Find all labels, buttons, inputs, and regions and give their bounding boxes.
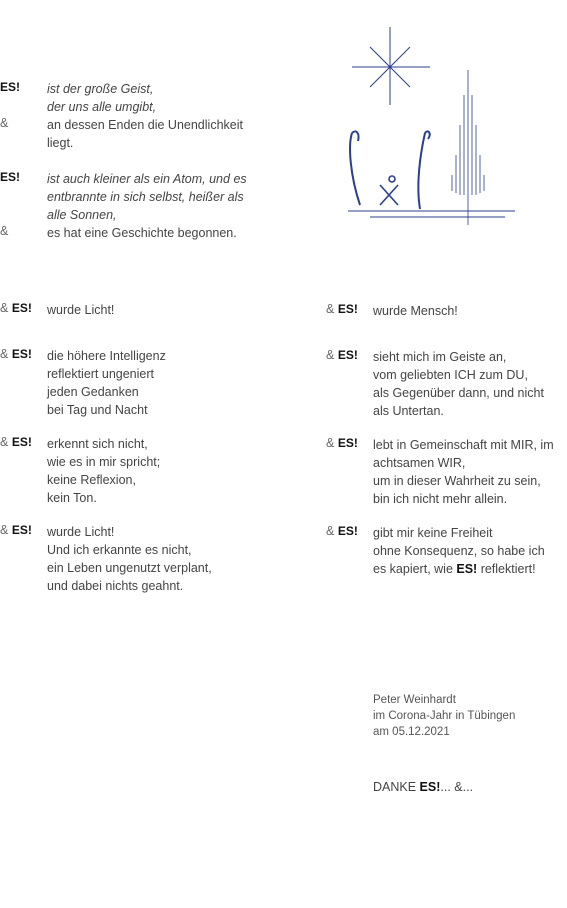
verse-line: vom geliebten ICH zum DU,	[373, 368, 528, 382]
es-marker: ES!	[419, 780, 441, 794]
signature	[373, 692, 515, 740]
verse-stanza	[326, 348, 567, 420]
verse-line: sieht mich im Geiste an,	[373, 350, 507, 364]
verse-line: ohne Konsequenz, so habe ich	[373, 544, 545, 558]
intro-stanza	[0, 116, 280, 152]
es-marker: ES!	[337, 436, 358, 450]
es-marker: ES!	[11, 523, 32, 537]
verse-line: erkennt sich nicht,	[47, 437, 148, 451]
verse-stanza	[0, 347, 300, 419]
verse-line: es hat eine Geschichte begonnen.	[47, 226, 237, 240]
star-icon	[352, 27, 430, 105]
verse-line: als Gegenüber dann, und nicht	[373, 386, 544, 400]
verse-line: alle Sonnen,	[47, 208, 117, 222]
verse-line: bei Tag und Nacht	[47, 403, 148, 417]
verse-line: als Untertan.	[373, 404, 444, 418]
verse-line: wie es in mir spricht;	[47, 455, 161, 469]
ampersand-marker: &	[0, 301, 9, 315]
verse-line: Und ich erkannte es nicht,	[47, 543, 192, 557]
intro-stanza	[0, 224, 280, 242]
es-marker: ES!	[337, 524, 358, 538]
verse-line: der uns alle umgibt,	[47, 100, 157, 114]
verse-stanza	[326, 524, 567, 578]
figure-joseph-icon	[350, 131, 360, 205]
verse-line: achtsamen WIR,	[373, 456, 466, 470]
verse-line: wurde Licht!	[47, 303, 115, 317]
author-name: Peter Weinhardt	[373, 694, 456, 706]
ampersand-marker: &	[326, 524, 335, 538]
ampersand-marker: &	[0, 435, 9, 449]
verse-line: entbrannte in sich selbst, heißer als	[47, 190, 244, 204]
es-marker: ES!	[11, 301, 32, 315]
verse-line: es kapiert, wie ES! reflektiert!	[373, 562, 536, 576]
es-marker: ES!	[337, 302, 358, 316]
figure-child-icon	[380, 176, 398, 205]
signature-date: am 05.12.2021	[373, 726, 450, 738]
es-marker: ES!	[11, 435, 32, 449]
verse-line: keine Reflexion,	[47, 473, 136, 487]
ampersand-marker: &	[0, 523, 9, 537]
verse-stanza	[0, 435, 300, 507]
verse-line: lebt in Gemeinschaft mit MIR, im	[373, 438, 554, 452]
left-column	[0, 301, 300, 595]
stanza-marker: ES!	[0, 170, 21, 184]
ampersand-marker: &	[0, 347, 9, 361]
intro-stanza	[0, 170, 280, 224]
ampersand-marker: &	[0, 224, 9, 238]
verse-line: reflektiert ungeniert	[47, 367, 155, 381]
verse-stanza	[0, 301, 300, 319]
figure-mary-icon	[418, 131, 429, 209]
verse-line: an dessen Enden die Unendlichkeit	[47, 118, 243, 132]
verse-stanza	[0, 523, 300, 595]
es-marker: ES!	[456, 562, 478, 576]
verse-line: ein Leben ungenutzt verplant,	[47, 561, 212, 575]
ampersand-marker: &	[326, 436, 335, 450]
stanza-marker: ES!	[0, 80, 21, 94]
intro-section	[0, 80, 280, 242]
verse-line: kein Ton.	[47, 491, 97, 505]
ampersand-marker: &	[326, 348, 335, 362]
es-marker: ES!	[11, 347, 32, 361]
verse-line: ist der große Geist,	[47, 82, 154, 96]
verse-stanza	[326, 436, 567, 508]
ampersand-marker: &	[326, 302, 335, 316]
es-marker: ES!	[337, 348, 358, 362]
verse-line: wurde Licht!	[47, 525, 115, 539]
right-column	[326, 302, 567, 578]
ground-lines	[348, 211, 515, 217]
verse-line: gibt mir keine Freiheit	[373, 526, 493, 540]
verse-line: jeden Gedanken	[47, 385, 139, 399]
verse-line: liegt.	[47, 136, 74, 150]
candle-tree-icon	[452, 70, 484, 225]
verse-line: die höhere Intelligenz	[47, 349, 166, 363]
verse-line: ist auch kleiner als ein Atom, und es	[47, 172, 247, 186]
verse-line: und dabei nichts geahnt.	[47, 579, 184, 593]
signature-place: im Corona-Jahr in Tübingen	[373, 710, 516, 722]
verse-line: um in dieser Wahrheit zu sein,	[373, 474, 541, 488]
thanks-line: DANKE ES!... &...	[373, 780, 474, 794]
verse-line: bin ich nicht mehr allein.	[373, 492, 508, 506]
ampersand-marker: &	[0, 116, 9, 130]
verse-stanza	[326, 302, 567, 320]
intro-stanza	[0, 80, 280, 116]
verse-line: wurde Mensch!	[373, 304, 458, 318]
nativity-illustration	[340, 25, 525, 225]
